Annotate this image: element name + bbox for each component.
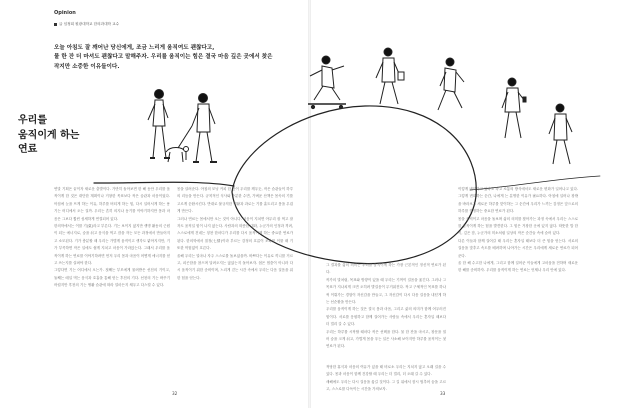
runner-figure <box>438 58 464 110</box>
man-with-dog-figure <box>166 94 217 163</box>
paragraph: 적당한 휴식과 마음의 여유가 있을 때 비로소 우리는 지치지 않고 오래 걸을 수 있다. 몸과 마음이 함께 건강할 때 우리는 더 멀리, 더 오래 갈 수 있다. <box>326 365 446 377</box>
paragraph: 다른 이들과 함께 걸어갈 때 우리는 혼자일 때보다 더 큰 힘을 얻는다. 서로의 걸음을 맞추고 속도를 배려하며 나아가는 시간은 우리에게 새로운 연료가 되어준다. <box>458 238 578 258</box>
paragraph: 이렇게 변화하고 있다고 하고 소통의 방식에서도 새로운 변화가 일어나고 있다. 그렇게 변화하는 순간, 나에게 는 분명한 이유가 필요하다. 아침에 일어나 창밖을 바라보고 새로운 하루를 맞이하는 그 순간에 우리가 느끼는 감정은 앞으로의 하루를 결정하는 중요한 연료가 된다. <box>458 187 578 214</box>
page-number-left: 32 <box>172 391 178 396</box>
paragraph: 올 한 해 수고한 나에게, 그리고 함께 걸어준 이들에게 고마움을 전하며 새로운 한 해를 준비하자. 우리를 움직이게 하는 연료는 언제나 우리 안에 있다. <box>458 261 578 273</box>
paragraph: 우리를 움직이게 하는 것은 결국 몸과 마음, 그리고 삶의 의미가 함께 어우러진 힘이다. 서로를 응원하고 함께 걸어가는 사람들 속에서 우리는 혼자일 때보다 더 멀리 갈 수 있다. <box>326 307 446 327</box>
body-column-1 <box>54 186 170 392</box>
paragraph: 몸을 살려준다. 아침의 모닝 커피 한 잔이 우리를 깨우듯, 작은 습관들이 하루의 리듬을 만든다. 규칙적인 식사와 충분한 수면, 가벼운 산책은 몸속의 기를 고르게 순환시킨다. 반대로 불규칙한 생활과 과로는 기를 흩트리고 몸을 무겁게 만든다. <box>177 187 293 214</box>
lead-line: 작지만 소중한 이유들이다. <box>54 63 120 70</box>
skateboarder-figure <box>308 56 346 109</box>
title-line: 움직이게 하는 <box>18 129 80 141</box>
body-column-3-lower <box>326 364 446 394</box>
page-number-right: 33 <box>440 391 446 396</box>
paragraph: 몸을 움직이고 마음을 돌보며 삶의 의미를 찾아가는 과정 속에서 우리는 스스로를 움직이게 하는 힘을 발견한다. 그 힘은 거창한 곳에 있지 않다. 따뜻한 밥 한 끼, 깊은 잠, 누군가의 미소처럼 일상의 작은 순간들 속에 숨어 있다. <box>458 216 578 236</box>
paragraph: 올해 우리는 얼마나 자주 스스로를 돌보았을까. 바쁘다는 이유로 끼니를 거르고, 피곤함을 참으며 달려오지는 않았는지 돌아보자. 쉼은 멈춤이 아니라 다시 움직이기 위한 준비이며, 느리게 걷는 시간 속에서 우리는 다음 걸음을 위한 힘을 얻는다. <box>177 253 293 280</box>
paragraph: 새해에도 우리는 다시 걸음을 옮길 것이다. 그 길 위에서 잠시 멈추어 숨을 고르고, 스스로를 다독이는 시간을 가져보자. <box>326 379 446 392</box>
walking-man-right-figure <box>549 104 572 164</box>
paragraph: 그 결과를 삶의 의미는 우리를 움직이게 하는 가장 근본적인 정신적 연료가 된다. <box>326 263 446 275</box>
body-column-4 <box>458 186 578 392</box>
walking-man-bag-figure <box>376 48 404 104</box>
paragraph: 연말 기획은 끝이자 새로운 출발이다. 가만히 돌아보면 한 해 동안 우리를 움직이게 한 것은 대단한 계획이나 거창한 목표보다 작은 습관과 마음이었다. 아침에 눈을 뜨게 하는 이유, 하루를 버티게 하는 힘, 다시 일어서게 하는 용기는 어디에서 오는 걸까. 우리는 흔히 의지나 동기를 이야기하지만 몸과 마음은 그보다 훨씬 섬세하게 연결되어 있다. <box>54 187 170 221</box>
paragraph: 작가의 말처럼, 목표와 방향이 있을 때 우리는 기꺼이 걸음을 옮긴다. 그러나 그 목표가 지나치게 크면 오히려 발걸음이 무거워진다. 작고 구체적인 목표를 하나씩 이뤄가는 경험이 자신감을 만들고, 그 자신감이 다시 다음 걸음을 내딛게 하는 선순환을 만든다. <box>326 277 446 305</box>
body-column-2 <box>177 186 293 392</box>
section-label: Opinion <box>54 10 76 16</box>
paragraph: 그러나 연료는 몸에서만 오는 것이 아니다. 마음이 지치면 아무리 잘 먹고 잘 자도 움직일 힘이 나지 않는다. 사람과의 따뜻한 대화, 누군가의 인정과 격려, 스스로에게 건네는 칭찬 한마디가 우리를 다시 움직이게 하는 중요한 연료가 된다. 한의학에서 칠정(七情)이라 부르는 감정의 흐름이 조화를 이룰 때 기 또한 막힘없이 흐른다. <box>177 216 293 251</box>
lead-line: 물 한 잔 더 마셔도 괜찮다고 말해주자. 우리를 움직이는 힘은 결국 마음 깊은 곳에서 찾은 <box>54 54 273 61</box>
title-line: 연료 <box>18 144 38 155</box>
title-line: 우리를 <box>18 115 47 126</box>
lead-line: 오늘 아침도 잘 깨어난 당신에게, 조금 느리게 움직여도 괜찮다고, <box>54 45 215 51</box>
woman-phone-figure <box>502 78 526 138</box>
paragraph: 그렇다면 기는 어디에서 오는가. 첫째는 부모에게 물려받은 선천의 기이고, 둘째는 매일 먹는 음식과 호흡을 통해 얻는 후천의 기다. 선천의 기는 바꾸기 어렵지만 후천의 기는 생활 습관에 따라 얼마든지 채우고 다스릴 수 있다. <box>54 268 170 288</box>
paragraph: 한의학에서는 이를 기(氣)라고 부른다. 기는 보이지 않지만 생명 활동의 근원이 되는 에너지로, 숨을 쉬고 음식을 먹고 잠을 자는 모든 과정에서 만들어지고 소모된다. 기가 충분할 때 우리는 가볍게 움직이고 생각도 맑아지지만, 기가 부족하면 작은 일에도 쉽게 지치고 마음이 가라앉는다. 그래서 우리를 움직이게 하는 연료를 이야기하려면 먼저 우리 몸과 마음이 어떻게 에너지를 얻고 쓰는지를 살펴야 한다. <box>54 224 170 266</box>
walking-woman-figure <box>148 90 170 159</box>
body-column-3 <box>326 262 446 362</box>
paragraph: 우리는 하루를 시작할 때마다 작은 선택을 한다. 물 한 잔을 마시고, 창문을 열어 숨을 크게 쉬고, 가볍게 몸을 푸는 일은 사소해 보이지만 하루를 움직이는 첫 연료가 된다. <box>326 329 446 349</box>
byline-text: 글 임정희 원광대학교 한의과대학 교수 <box>59 22 120 26</box>
